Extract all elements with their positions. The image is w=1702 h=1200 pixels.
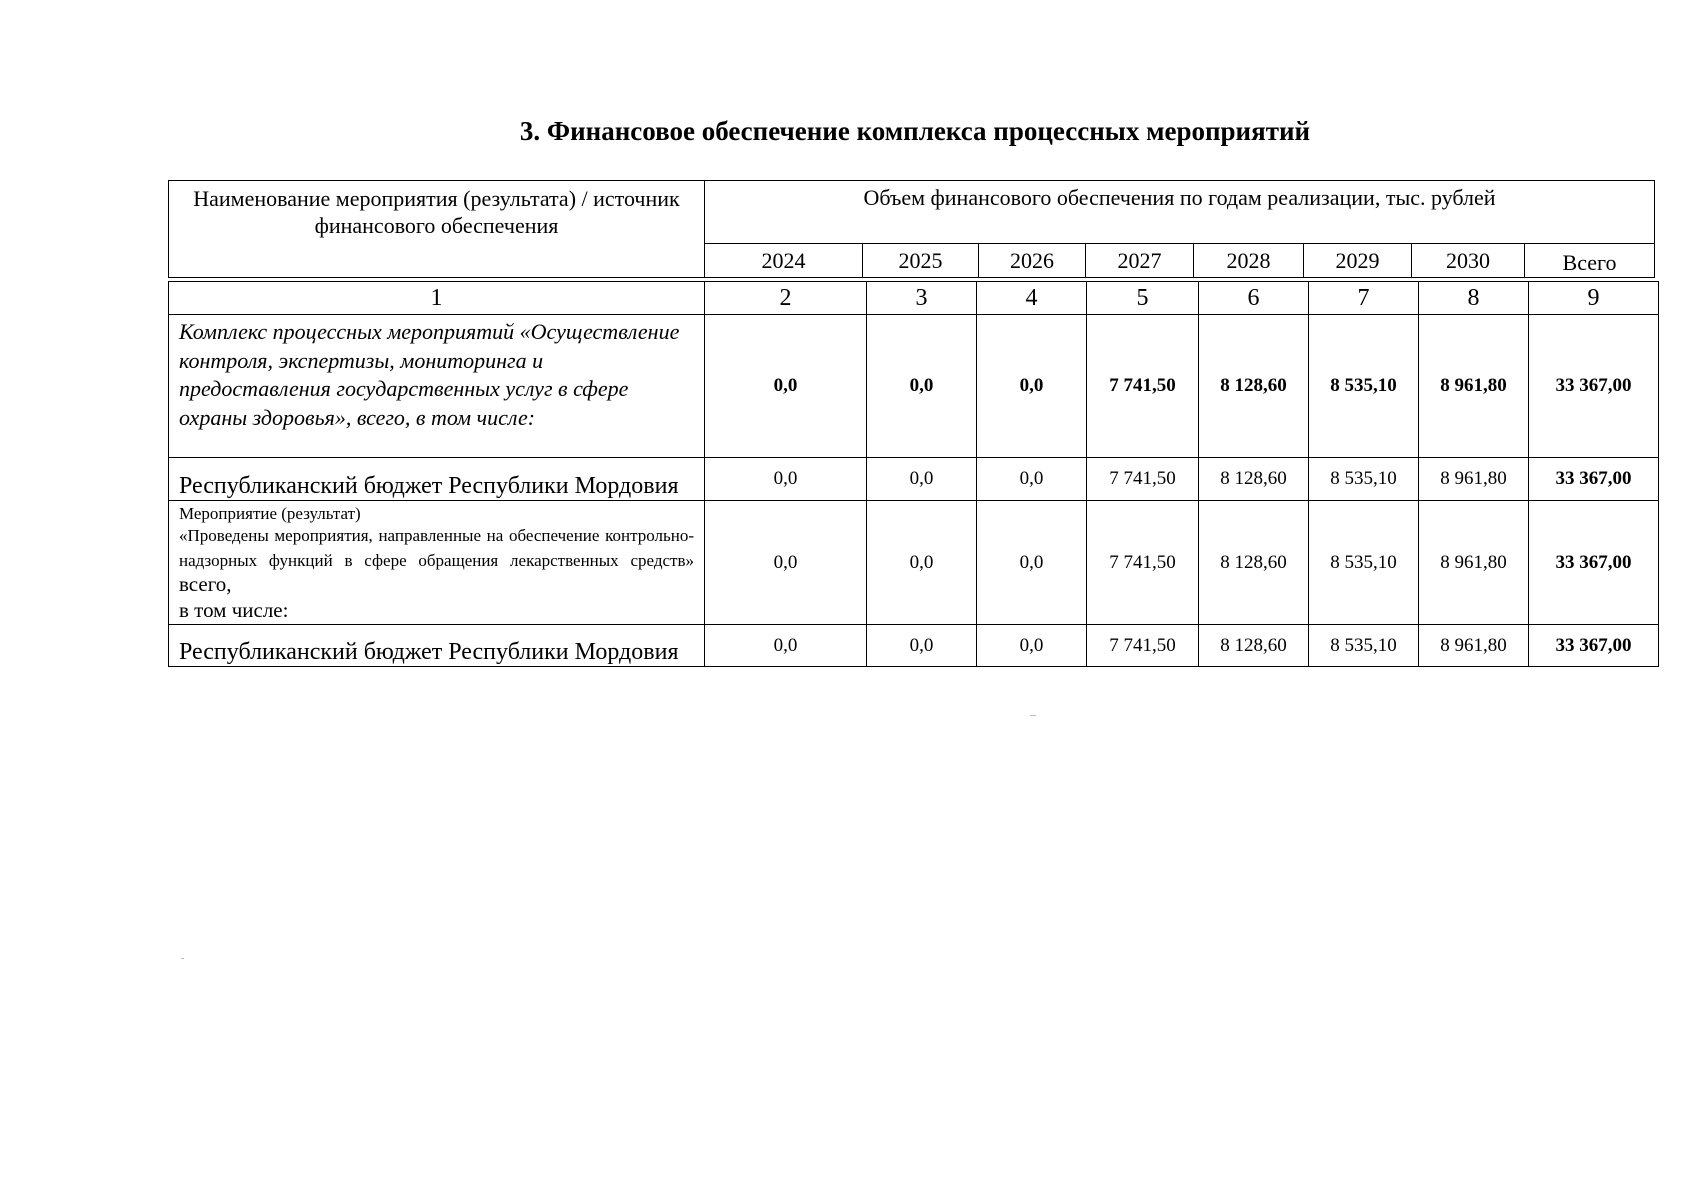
column-number-row (169, 282, 1659, 315)
value-2030: 8 961,80 (1419, 625, 1529, 667)
header-total: Всего (1525, 244, 1655, 278)
value-2029: 8 535,10 (1309, 625, 1419, 667)
value-2024: 0,0 (705, 625, 867, 667)
financing-table (168, 281, 1659, 667)
scan-speck (1030, 715, 1036, 716)
complex-label: Комплекс процессных мероприятий «Осуществление контроля, экспертизы, мониторинга и предоставления государственных услуг в сфере охраны здоровья», всего, в том числе: (169, 315, 705, 458)
column-number: 9 (1529, 282, 1659, 315)
value-2026: 0,0 (977, 501, 1087, 625)
budget-source-label: Республиканский бюджет Республики Мордовия (169, 625, 705, 667)
value-2025: 0,0 (867, 625, 977, 667)
value-2027: 7 741,50 (1087, 625, 1199, 667)
value-2024: 0,0 (705, 315, 867, 458)
table-row (169, 458, 1659, 501)
value-2025: 0,0 (867, 458, 977, 501)
value-2028: 8 128,60 (1199, 315, 1309, 458)
column-number: 8 (1419, 282, 1529, 315)
header-year-2024: 2024 (705, 244, 863, 278)
header-year-2027: 2027 (1086, 244, 1194, 278)
header-year-2028: 2028 (1194, 244, 1304, 278)
value-total: 33 367,00 (1529, 315, 1659, 458)
value-2024: 0,0 (705, 501, 867, 625)
column-number: 3 (867, 282, 977, 315)
value-2030: 8 961,80 (1419, 315, 1529, 458)
value-2028: 8 128,60 (1199, 501, 1309, 625)
value-2029: 8 535,10 (1309, 315, 1419, 458)
column-number: 7 (1309, 282, 1419, 315)
table-row (169, 501, 1659, 625)
value-2026: 0,0 (977, 625, 1087, 667)
value-2025: 0,0 (867, 501, 977, 625)
header-year-2029: 2029 (1304, 244, 1412, 278)
header-volume-column: Объем финансового обеспечения по годам реализации, тыс. рублей (705, 181, 1655, 244)
event-label (169, 501, 705, 625)
value-2024: 0,0 (705, 458, 867, 501)
page-title: 3. Финансовое обеспечение комплекса процессных мероприятий (519, 116, 1311, 146)
table-row (169, 315, 1659, 458)
event-label-heading: Мероприятие (результат) (179, 504, 361, 523)
value-total: 33 367,00 (1529, 625, 1659, 667)
column-number: 1 (169, 282, 705, 315)
value-2025: 0,0 (867, 315, 977, 458)
header-year-2026: 2026 (979, 244, 1086, 278)
header-year-2025: 2025 (863, 244, 979, 278)
header-year-2030: 2030 (1412, 244, 1525, 278)
column-number: 6 (1199, 282, 1309, 315)
header-name-column: Наименование мероприятия (результата) / источник финансового обеспечения (169, 181, 705, 278)
value-2027: 7 741,50 (1087, 315, 1199, 458)
value-2030: 8 961,80 (1419, 501, 1529, 625)
column-number: 5 (1087, 282, 1199, 315)
event-label-last: в том числе: (179, 598, 289, 622)
value-2026: 0,0 (977, 458, 1087, 501)
column-number: 2 (705, 282, 867, 315)
value-2029: 8 535,10 (1309, 458, 1419, 501)
scan-speck (181, 958, 184, 959)
value-2028: 8 128,60 (1199, 458, 1309, 501)
value-2027: 7 741,50 (1087, 501, 1199, 625)
value-2028: 8 128,60 (1199, 625, 1309, 667)
value-total: 33 367,00 (1529, 501, 1659, 625)
column-number: 4 (977, 282, 1087, 315)
event-label-suffix: всего, (179, 572, 232, 596)
header-table (168, 180, 1655, 278)
event-label-body (179, 525, 694, 597)
value-2026: 0,0 (977, 315, 1087, 458)
value-2029: 8 535,10 (1309, 501, 1419, 625)
budget-source-label: Республиканский бюджет Республики Мордовия (169, 458, 705, 501)
value-2027: 7 741,50 (1087, 458, 1199, 501)
event-label-text: «Проведены мероприятия, направленные на обеспечение контрольно-надзорных функций в сфере обращения лекарственных средств» (179, 526, 694, 570)
table-row (169, 625, 1659, 667)
value-2030: 8 961,80 (1419, 458, 1529, 501)
value-total: 33 367,00 (1529, 458, 1659, 501)
